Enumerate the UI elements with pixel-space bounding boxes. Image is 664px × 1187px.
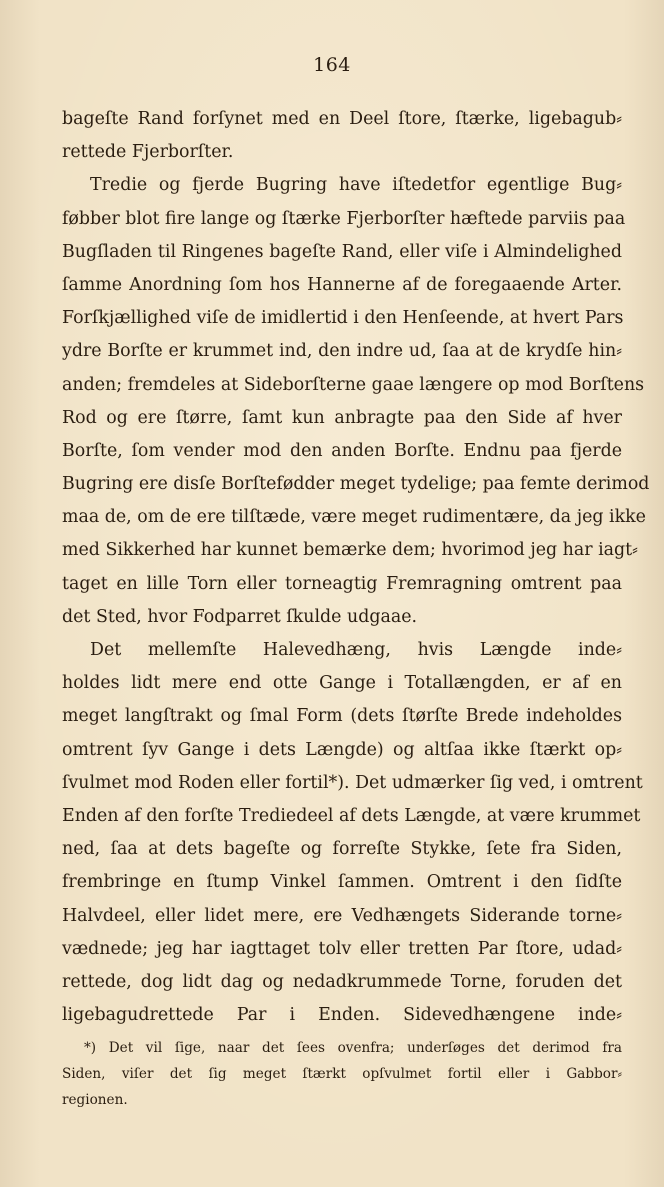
- text-line: ſamme Anordning ſom hos Hannerne af de foregaaende Arter.: [62, 274, 622, 295]
- footnote-divider: [62, 1025, 242, 1026]
- footnote-line: *) Det vil ſige, naar det ſees ovenfra; underſøges det derimod fra: [84, 1040, 622, 1056]
- text-line: ſvulmet mod Roden eller fortil*). Det udmærker ſig ved, i omtrent: [62, 772, 643, 793]
- text-line: taget en lille Torn eller torneagtig Fremragning omtrent paa: [62, 573, 622, 594]
- text-line: anden; fremdeles at Sideborſterne gaae længere op mod Borſtens: [62, 374, 645, 395]
- text-line: rettede, dog lidt dag og nedadkrummede Torne, foruden det: [62, 971, 622, 992]
- text-line: Halvdeel, eller lidet mere, ere Vedhængets Siderande torne⸗: [62, 905, 622, 926]
- text-line: ned, ſaa at dets bageſte og forreſte Stykke, ſete fra Siden,: [62, 839, 622, 860]
- text-line: Borſte, ſom vender mod den anden Borſte. Endnu paa fjerde: [62, 440, 622, 461]
- text-line: Forſkjællighed viſe de imidlertid i den Henſeende, at hvert Pars: [62, 308, 624, 329]
- text-line: føbber blot fire lange og ſtærke Fjerborſter hæftede parviis paa: [62, 208, 626, 229]
- page-number: 164: [313, 54, 351, 76]
- text-line: bageſte Rand forſynet med en Deel ſtore, ſtærke, ligebagub⸗: [62, 109, 622, 129]
- text-line: det Sted, hvor Fodparret ſkulde udgaae.: [62, 606, 418, 627]
- text-line: maa de, om de ere tilſtæde, være meget rudimentære, da jeg ikke: [62, 507, 646, 528]
- text-line: Tredie og fjerde Bugring have iſtedetfor egentlige Bug⸗: [90, 175, 622, 196]
- text-line: ydre Borſte er krummet ind, den indre ud, ſaa at de krydſe hin⸗: [62, 341, 622, 362]
- text-line: meget langſtrakt og ſmal Form (dets ſtørſte Brede indeholdes: [62, 706, 622, 727]
- text-line: ligebagudrettede Par i Enden. Sidevedhængene inde⸗: [62, 1005, 622, 1026]
- footnote-line: regionen.: [62, 1092, 128, 1108]
- text-line: Bugſladen til Ringenes bageſte Rand, eller viſe i Almindelighed: [62, 241, 622, 262]
- text-line: Rod og ere ſtørre, ſamt kun anbragte paa den Side af hver: [62, 407, 622, 428]
- footnote: [62, 1035, 622, 1113]
- text-line: frembringe en ſtump Vinkel ſammen. Omtrent i den ſidſte: [62, 872, 622, 893]
- text-line: Enden af den forſte Trediedeel af dets Længde, at være krummet: [62, 805, 641, 826]
- text-line: omtrent ſyv Gange i dets Længde) og altſaa ikke ſtærkt op⸗: [62, 739, 622, 760]
- text-line: vædnede; jeg har iagttaget tolv eller tretten Par ſtore, udad⸗: [62, 938, 622, 959]
- body-text: [62, 103, 650, 1032]
- footnote-line: Siden, viſer det ſig meget ſtærkt opſvulmet fortil eller i Gabbor⸗: [62, 1066, 622, 1082]
- text-line: Bugring ere disſe Borſtefødder meget tydelige; paa femte derimod: [62, 474, 650, 495]
- text-line: holdes lidt mere end otte Gange i Totallængden, er af en: [62, 673, 622, 694]
- text-line: rettede Fjerborſter.: [62, 142, 234, 163]
- text-line: med Sikkerhed har kunnet bemærke dem; hvorimod jeg har iagt⸗: [62, 540, 638, 561]
- text-line: Det mellemſte Halevedhæng, hvis Længde inde⸗: [90, 640, 622, 660]
